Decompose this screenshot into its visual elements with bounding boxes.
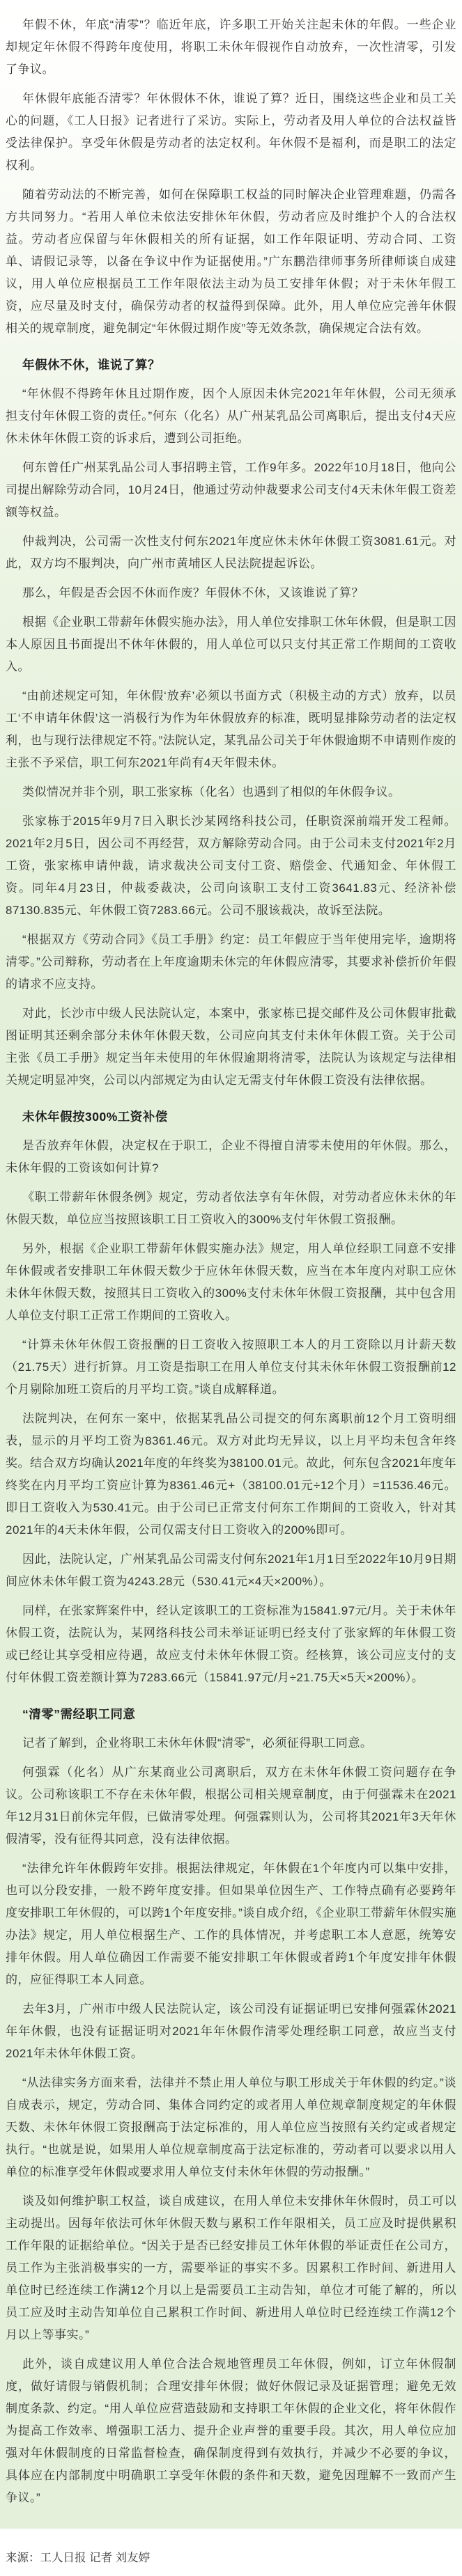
article-paragraph: “根据双方《劳动合同》《员工手册》约定：员工年假应于当年使用完毕，逾期将清零。”公司辩称，劳动者在上年度逾期未休完的年休假应清零，其要求补偿折价年假的请求不应支持。 <box>6 933 456 991</box>
article-paragraph: “法律允许年休假跨年安排。根据法律规定，年休假在1个年度内可以集中安排，也可以分段安排，一般不跨年度安排。但如果单位因生产、工作特点确有必要跨年度安排职工年休假的，可以跨1个年度安排。”谈自成介绍，《企业职工带薪年休假实施办法》规定，用人单位根据生产、工作的具体情况，并考虑职工本人意愿，统筹安排年休假。用人单位确因工作需要不能安排职工年休假或者跨1个年度安排年休假的，应征得职工本人同意。 <box>6 1862 456 1986</box>
article-paragraph: “从法律实务方面来看，法律并不禁止用人单位与职工形成关于年休假的约定。”谈自成表示，规定，劳动合同、集体合同约定的或者用人单位规章制度规定的年休假天数、未休年休假工资报酬高于法定标准的，用人单位应当按照有关约定或者规定执行。“也就是说，如果用人单位规章制度高于法定标准的，劳动者可以要求以用人单位的标准享受年休假或要求用人单位支付未休年休假的劳动报酬。” <box>6 2076 456 2178</box>
article-paragraph: 谈及如何维护职工权益，谈自成建议，在用人单位未安排休年休假时，员工可以主动提出。因每年依法可休年休假天数与累积工作年限相关，员工应及时提供累积工作年限的证据给单位。“因关于是否已经安排员工休年休假的举证责任在公司方，员工作为主张消极事实的一方，需要举证的事实不多。因累积工作时间、新进用人单位时已经连续工作满12个月以上是需要员工主动告知，单位才可能了解的，所以员工应及时主动告知单位自己累积工作时间、新进用人单位时已经连续工作满12个月以上等事实。” <box>6 2194 456 2341</box>
article-paragraph: 何东曾任广州某乳品公司人事招聘主管，工作9年多。2022年10月18日，他向公司提出解除劳动合同，10月24日，他通过劳动仲裁要求公司支付4天未休年假工资差额等权益。 <box>6 461 456 519</box>
article-paragraph: 记者了解到，企业将职工未休年休假“清零”，必须征得职工同意。 <box>22 1736 373 1750</box>
article-paragraph: 年假不休，年底“清零”？临近年底，许多职工开始关注起未休的年假。一些企业却规定年休假不得跨年度使用，将职工未休年假视作自动放弃，一次性清零，引发了争议。 <box>6 18 456 76</box>
article-paragraph: 《职工带薪年休假条例》规定，劳动者依法享有年休假，对劳动者应休未休的年休假天数，单位应当按照该职工日工资收入的300%支付年休假工资报酬。 <box>6 1191 456 1226</box>
article-paragraph: 是否放弃年休假，决定权在于职工，企业不得擅自清零未使用的年休假。那么，未休年假的工资该如何计算? <box>6 1139 456 1175</box>
article-paragraph: “由前述规定可知，年休假‘放弃’必须以书面方式（积极主动的方式）放弃，以员工‘不申请年休假’这一消极行为作为年休假放弃的标准，既明显排除劳动者的法定权利，也与现行法律规定不符。”法院认定，某乳品公司关于年休假逾期不申请则作废的主张不予采信，职工何东2021年尚有4天年假未休。 <box>6 689 456 769</box>
article-paragraph: “计算未休年休假工资报酬的日工资收入按照职工本人的月工资除以月计薪天数（21.75天）进行折算。月工资是指职工在用人单位支付其未休年休假工资报酬前12个月剔除加班工资后的月平均工资。”谈自成解释道。 <box>6 1338 456 1396</box>
article-paragraph: 那么，年假是否会因不休而作废？年假休不休，又该谁说了算？ <box>22 586 364 599</box>
article-paragraph: 年休假年底能否清零？年休假休不休，谁说了算？近日，围绕这些企业和员工关心的问题，《工人日报》记者进行了采访。实际上，劳动者及用人单位的合法权益皆受法律保护。享受年休假是劳动者的法定权利。年休假不是福利，而是职工的法定权利。 <box>6 92 456 172</box>
article-paragraph: “年休假不得跨年休且过期作废，因个人原因未休完2021年年休假，公司无须承担支付年休假工资的责任。”何东（化名）从广州某乳品公司离职后，提出支付4天应休未休年休假工资的诉求后，遭到公司拒绝。 <box>6 387 456 445</box>
article-paragraph: 此外，谈自成建议用人单位合法合规地管理员工年休假，例如，订立年休假制度，做好请假与销假机制；合理安排年休假；做好休假记录及证据管理；避免无效制度条款、约定。“用人单位应营造鼓励和支持职工年休假的企业文化，将年休假作为提高工作效率、增强职工活力、提升企业声誉的重要手段。其次，用人单位应加强对年休假制度的日常监督检查，确保制度得到有效执行，并减少不必要的争议，具体应在内部制度中明确职工享受年休假的条件和天数，避免因理解不一致而产生争议。” <box>6 2357 456 2504</box>
source-line: 来源：工人日报 记者 刘友婷 <box>0 2529 462 2576</box>
article-paragraph: 去年3月，广州市中级人民法院认定，该公司没有证据证明已安排何强霖休2021年年休假，也没有证据证明对2021年年休假作清零处理经职工同意，故应当支付2021年未休年休假工资。 <box>6 2002 456 2060</box>
article-paragraph: 根据《企业职工带薪年休假实施办法》，用人单位安排职工休年休假，但是职工因本人原因且书面提出不休年休假的，用人单位可以只支付其正常工作期间的工资收入。 <box>6 615 456 673</box>
article-paragraph: 类似情况并非个别，职工张家栋（化名）也遇到了相似的年休假争议。 <box>22 785 401 799</box>
article-paragraph: 何强霖（化名）从广东某商业公司离职后，双方在未休年休假工资问题存在争议。公司称该职工不存在未休年假，根据公司相关规章制度，由于何强霖未在2021年12月31日前休完年假，已做清零处理。何强霖则认为，公司将其2021年3天年休假清零，没有征得其同意，没有法律依据。 <box>6 1766 456 1846</box>
article-paragraph: 另外，根据《企业职工带薪年休假实施办法》规定，用人单位经职工同意不安排年休假或者安排职工年休假天数少于应休年休假天数，应当在本年度内对职工应休未休年休假天数，按照其日工资收入的300%支付未休年休假工资报酬，其中包含用人单位支付职工正常工作期间的工资收入。 <box>6 1242 456 1322</box>
section-heading: 年假休不休，谁说了算？ <box>22 358 160 372</box>
article-paragraph: 法院判决，在何东一案中，依据某乳品公司提交的何东离职前12个月工资明细表，显示的月平均工资为8361.46元。双方对此均无异议，以上月平均未包含年终奖。结合双方均确认2021年度的年终奖为38100.01元。故此，何东包含2021年度年终奖在内月平均工资应计算为8361.46元+（38100.01元÷12个月）=11536.46元。即日工资收入为530.41元。由于公司已正常支付何东工作期间的工资收入，针对其2021年的4天未休年假，公司仅需支付日工资收入的200%即可。 <box>6 1412 456 1537</box>
article-paragraph: 因此，法院认定，广州某乳品公司需支付何东2021年1月1日至2022年10月9日期间应休未休年假工资为4243.28元（530.41元×4天×200%）。 <box>6 1553 456 1588</box>
article-paragraph: 张家栋于2015年9月7日入职长沙某网络科技公司，任职资深前端开发工程师。2021年2月5日，因公司不再经营，双方解除劳动合同。由于公司未支付2021年2月工资，张家栋申请仲裁，请求裁决公司支付工资、赔偿金、代通知金、年休假工资。同年4月23日，仲裁委裁决，公司向该职工支付工资3641.83元、经济补偿87130.835元、年休假工资7283.66元。公司不服该裁决，故诉至法院。 <box>6 815 456 917</box>
section-heading: “清零”需经职工同意 <box>22 1707 136 1721</box>
article-paragraph: 同样，在张家辉案件中，经认定该职工的工资标准为15841.97元/月。关于未休年休假工资，法院认为，某网络科技公司未举证证明已经支付了张家辉的年休假工资或已经让其享受相应待遇，故应支付未休年休假工资。经核算，该公司应支付的支付年休假工资差额计算为7283.66元（15841.97元/月÷21.75天×5天×200%）。 <box>6 1604 456 1684</box>
section-heading: 未休年假按300%工资补偿 <box>22 1110 168 1124</box>
article-paragraph: 仲裁判决，公司需一次性支付何东2021年度应休未休年休假工资3081.61元。对此，双方均不服判决，向广州市黄埔区人民法院提起诉讼。 <box>6 535 456 570</box>
article-paragraph: 对此，长沙市中级人民法院认定，本案中，张家栋已提交邮件及公司休假审批截图证明其还剩余部分未休年休假天数，公司应向其支付未休年休假工资。关于公司主张《员工手册》规定当年未使用的年休假逾期将清零，法院认为该规定与法律相关规定明显冲突，公司以内部规定为由认定无需支付年休假工资没有法律依据。 <box>6 1007 456 1087</box>
article-paragraph: 随着劳动法的不断完善，如何在保障职工权益的同时解决企业管理难题，仍需各方共同努力。“若用人单位未依法安排休年休假，劳动者应及时维护个人的合法权益。劳动者应保留与年休假相关的所有证据，如工作年限证明、劳动合同、工资单、请假记录等，以备在争议中作为证据使用。”广东鹏浩律师事务所律师谈自成建议，用人单位应根据员工工作年限依法主动为员工安排年休假；对于未休年假工资，应尽量及时支付，确保劳动者的权益得到保障。此外，用人单位应完善年休假相关的规章制度，避免制定“年休假过期作废”等无效条款，确保规定合法有效。 <box>6 188 456 335</box>
